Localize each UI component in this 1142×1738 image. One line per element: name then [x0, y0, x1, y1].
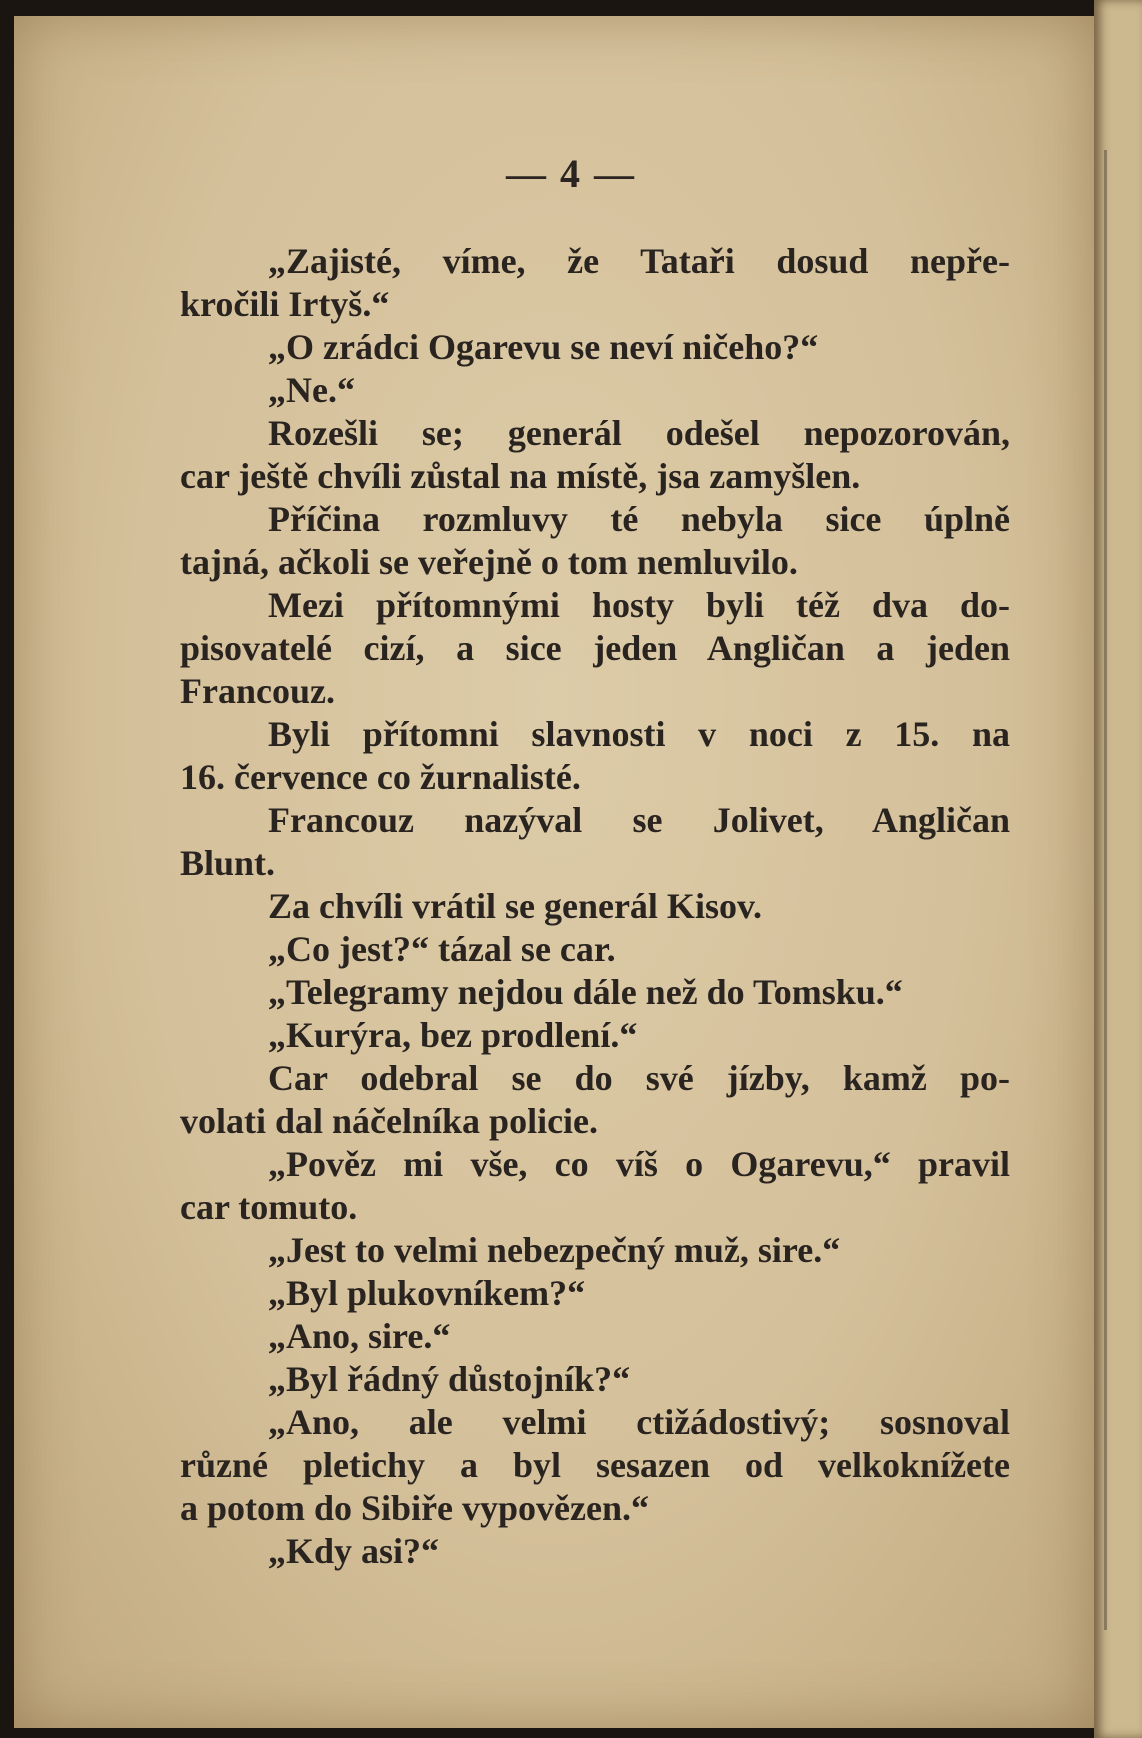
text-line: Mezi přítomnými hosty byli též dva do-	[268, 585, 1010, 625]
body-text	[180, 240, 1010, 1573]
page-number: — 4 —	[506, 151, 636, 196]
text-line: „Telegramy nejdou dále než do Tomsku.“	[268, 972, 903, 1012]
text-line: tajná, ačkoli se veřejně o tom nemluvilo.	[180, 542, 798, 582]
text-line: „Zajisté, víme, že Tataři dosud nepře-	[268, 241, 1010, 281]
text-line: kročili Irtyš.“	[180, 284, 390, 324]
text-line: pisovatelé cizí, a sice jeden Angličan a jeden	[180, 628, 1010, 668]
text-line: 16. července co žurnalisté.	[180, 757, 581, 797]
text-line: car tomuto.	[180, 1187, 358, 1227]
text-line: Francouz.	[180, 671, 335, 711]
text-line: „Jest to velmi nebezpečný muž, sire.“	[268, 1230, 841, 1270]
text-line: „O zrádci Ogarevu se neví ničeho?“	[268, 327, 819, 367]
text-line: Car odebral se do své jízby, kamž po-	[268, 1058, 1010, 1098]
text-line: a potom do Sibiře vypovězen.“	[180, 1488, 650, 1528]
text-line: „Byl plukovníkem?“	[268, 1273, 586, 1313]
text-line: „Pověz mi vše, co víš o Ogarevu,“ pravil	[268, 1144, 1010, 1184]
text-line: „Ano, sire.“	[268, 1316, 451, 1356]
text-line: Příčina rozmluvy té nebyla sice úplně	[268, 499, 1010, 539]
text-line: „Ne.“	[268, 370, 355, 410]
text-line: car ještě chvíli zůstal na místě, jsa zamyšlen.	[180, 456, 861, 496]
page-edge-shadow	[1104, 150, 1107, 1630]
text-line: volati dal náčelníka policie.	[180, 1101, 599, 1141]
text-line: „Kurýra, bez prodlení.“	[268, 1015, 638, 1055]
text-line: Blunt.	[180, 843, 276, 883]
text-line: Za chvíli vrátil se generál Kisov.	[268, 886, 762, 926]
text-line: Francouz nazýval se Jolivet, Angličan	[268, 800, 1010, 840]
text-line: různé pletichy a byl sesazen od velkoknížete	[180, 1445, 1010, 1485]
text-line: „Byl řádný důstojník?“	[268, 1359, 631, 1399]
text-line: Byli přítomni slavnosti v noci z 15. na	[268, 714, 1010, 754]
text-line: „Kdy asi?“	[268, 1531, 440, 1571]
page-edge-strip	[1094, 0, 1142, 1738]
text-line: „Ano, ale velmi ctižádostivý; sosnoval	[268, 1402, 1010, 1442]
text-line: Rozešli se; generál odešel nepozorován,	[268, 413, 1010, 453]
text-line: „Co jest?“ tázal se car.	[268, 929, 616, 969]
